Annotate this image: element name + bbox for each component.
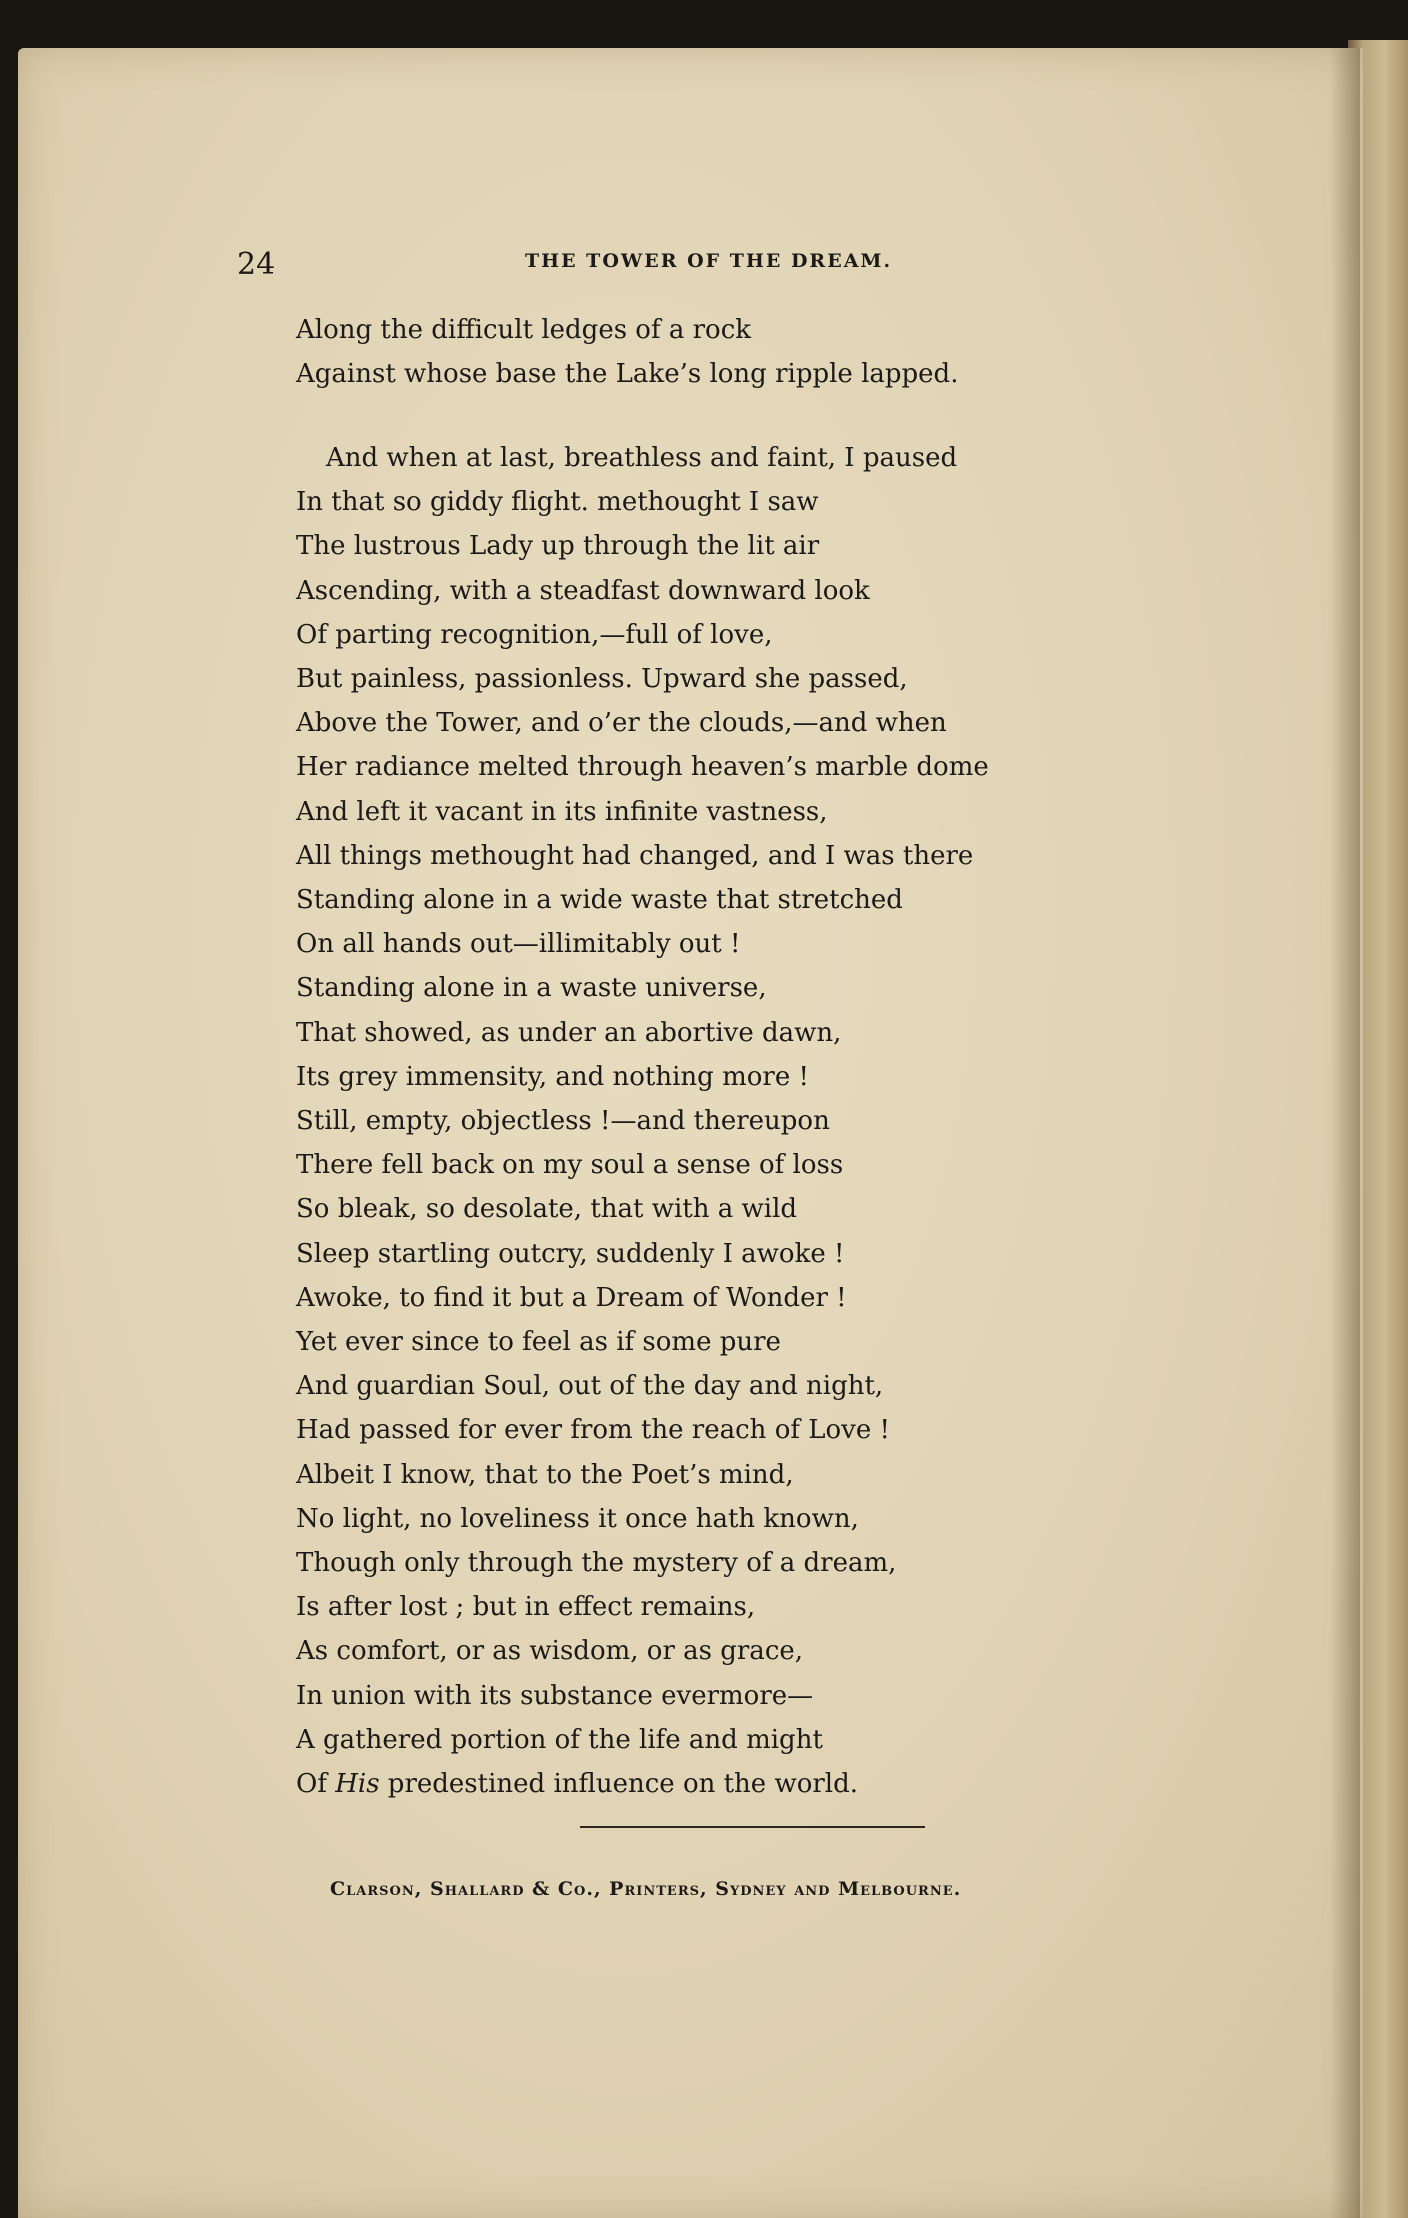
verse-line: Still, empty, objectless !—and thereupon (296, 1106, 830, 1137)
closing-rule (580, 1826, 925, 1828)
verse-line: Sleep startling outcry, suddenly I awoke ! (296, 1238, 845, 1269)
last-line-suffix: predestined influence on the world. (379, 1769, 859, 1800)
running-head: THE TOWER OF THE DREAM. (525, 250, 893, 272)
verse-line: A gathered portion of the life and might (296, 1724, 823, 1755)
verse-line: All things methought had changed, and I was there (296, 840, 974, 871)
stanza-one (296, 308, 1396, 396)
verse-line: Her radiance melted through heaven’s marble dome (296, 752, 989, 783)
verse-line: Its grey immensity, and nothing more ! (296, 1061, 809, 1092)
verse-line: As comfort, or as wisdom, or as grace, (296, 1636, 804, 1667)
verse-line: Though only through the mystery of a dream, (296, 1548, 897, 1579)
verse-line: And guardian Soul, out of the day and night, (296, 1371, 884, 1402)
verse-line: Above the Tower, and o’er the clouds,—and when (296, 708, 947, 739)
verse-line: Albeit I know, that to the Poet’s mind, (296, 1459, 794, 1490)
stanza-two (296, 436, 1396, 1806)
verse-line: Awoke, to find it but a Dream of Wonder ! (296, 1282, 847, 1313)
verse-line: Is after lost ; but in effect remains, (296, 1592, 756, 1623)
verse-line: On all hands out—illimitably out ! (296, 929, 741, 960)
verse-line-last (296, 1762, 1396, 1806)
verse-line: No light, no loveliness it once hath known, (296, 1503, 859, 1534)
verse-line: And when at last, breathless and faint, I paused (326, 443, 958, 473)
verse-line: There fell back on my soul a sense of loss (296, 1150, 844, 1181)
verse-line: Ascending, with a steadfast downward look (296, 575, 870, 606)
verse-line: Of parting recognition,—full of love, (296, 619, 773, 650)
verse-line: Yet ever since to feel as if some pure (296, 1327, 781, 1358)
verse-line: And left it vacant in its infinite vastness, (296, 796, 828, 827)
verse-line: That showed, as under an abortive dawn, (296, 1017, 842, 1048)
page-number: 24 (237, 247, 276, 282)
verse-line: Had passed for ever from the reach of Love ! (296, 1415, 890, 1446)
verse-line: In union with its substance evermore— (296, 1680, 814, 1711)
verse-line: But painless, passionless. Upward she passed, (296, 664, 908, 695)
verse-line: Along the difficult ledges of a rock (296, 315, 752, 345)
verse-line: So bleak, so desolate, that with a wild (296, 1194, 798, 1225)
verse-line: The lustrous Lady up through the lit air (296, 531, 820, 562)
last-line-emphasis: His (335, 1769, 380, 1800)
verse-line: Against whose base the Lake’s long ripple lapped. (296, 359, 959, 390)
verse-line: Standing alone in a wide waste that stretched (296, 885, 903, 916)
verse-line: In that so giddy flight. methought I saw (296, 487, 819, 518)
last-line-prefix: Of (296, 1769, 336, 1800)
printer-imprint: Clarson, Shallard & Co., Printers, Sydney and Melbourne. (330, 1878, 962, 1900)
verse-line: Standing alone in a waste universe, (296, 973, 767, 1004)
